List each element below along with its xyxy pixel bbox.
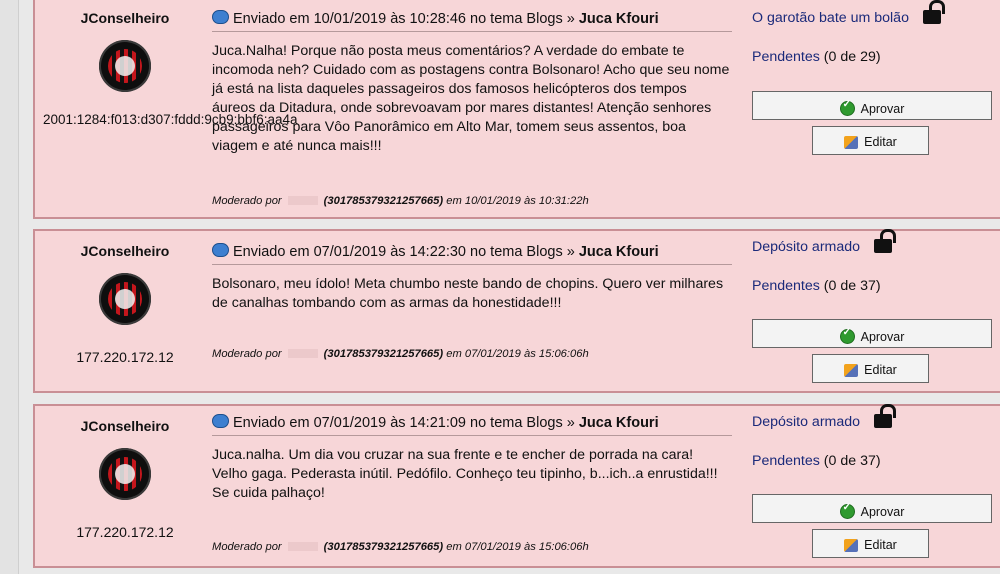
edit-icon [844, 539, 858, 552]
page-left-edge [0, 0, 19, 574]
moderation-line [212, 541, 589, 553]
user-column [35, 231, 215, 365]
approve-button[interactable] [752, 319, 992, 348]
edit-icon [844, 136, 858, 149]
moderator-id: (301785379321257665) [323, 195, 444, 207]
avatar [99, 40, 151, 92]
moderation-panel [752, 10, 992, 65]
check-circle-icon [840, 504, 855, 519]
moderation-date: em 10/01/2019 às 10:31:22h [446, 195, 589, 207]
pending-value: (0 de 37) [823, 453, 881, 469]
moderated-by-label: Moderado por [212, 541, 282, 553]
comment-bubble-icon [212, 414, 229, 428]
approve-label: Aprovar [860, 102, 905, 116]
post-header [212, 10, 732, 32]
comment-text: Juca.nalha. Um dia vou cruzar na sua frente e te encher de porrada na cara! Velho gaga. Pederasta inútil. Pedófilo. Conheço teu tipinho, b...ich..a enrustida!!! Se cuida palhaço! [212, 447, 718, 501]
moderation-date: em 07/01/2019 às 15:06:06h [446, 348, 589, 360]
lock-icon[interactable] [923, 10, 941, 24]
moderation-panel [752, 239, 992, 294]
avatar [99, 448, 151, 500]
check-circle-icon [840, 329, 855, 344]
edit-button[interactable] [812, 126, 929, 155]
topic-link[interactable] [752, 239, 992, 255]
pending-label[interactable]: Pendentes [752, 49, 820, 65]
pending-count [752, 278, 992, 294]
ip-address: 177.220.172.12 [76, 349, 174, 365]
topic-title[interactable]: Depósito armado [752, 239, 861, 255]
redacted-name [288, 349, 318, 358]
post-header-text: Enviado em 07/01/2019 às 14:21:09 no tema Blogs » [233, 415, 575, 431]
post-header [212, 243, 732, 265]
lock-icon[interactable] [874, 239, 892, 253]
blog-author-link[interactable]: Juca Kfouri [578, 11, 659, 27]
comment-bubble-icon [212, 10, 229, 24]
pending-label[interactable]: Pendentes [752, 278, 820, 294]
topic-title[interactable]: O garotão bate um bolão [752, 10, 909, 26]
comment-bubble-icon [212, 243, 229, 257]
comment-card [33, 404, 1000, 568]
approve-label: Aprovar [860, 330, 905, 344]
pending-value: (0 de 37) [823, 278, 881, 294]
topic-link[interactable] [752, 10, 992, 26]
moderated-by-label: Moderado por [212, 348, 282, 360]
pending-value: (0 de 29) [823, 49, 881, 65]
edit-icon [844, 364, 858, 377]
username[interactable]: JConselheiro [80, 418, 170, 434]
pending-count [752, 49, 992, 65]
lock-icon[interactable] [874, 414, 892, 428]
edit-label: Editar [864, 135, 897, 149]
topic-title[interactable]: Depósito armado [752, 414, 861, 430]
redacted-name [288, 196, 318, 205]
moderated-by-label: Moderado por [212, 195, 282, 207]
comment-text: Bolsonaro, meu ídolo! Meta chumbo neste bando de chopins. Quero ver milhares de canalhas tombando com as armas da honestidade!!! [212, 276, 724, 311]
ip-address: 2001:1284:f013:d307:fddd:9cb9:bbf6:aa4a [43, 112, 298, 127]
pending-label[interactable]: Pendentes [752, 453, 820, 469]
moderation-line [212, 348, 589, 360]
moderation-date: em 07/01/2019 às 15:06:06h [446, 541, 589, 553]
approve-button[interactable] [752, 91, 992, 120]
moderator-id: (301785379321257665) [323, 541, 444, 553]
blog-author-link[interactable]: Juca Kfouri [578, 415, 659, 431]
blog-author-link[interactable]: Juca Kfouri [578, 244, 659, 260]
username[interactable]: JConselheiro [80, 243, 170, 259]
user-column [35, 0, 298, 127]
ip-address: 177.220.172.12 [76, 524, 174, 540]
moderation-panel [752, 414, 992, 469]
edit-label: Editar [864, 363, 897, 377]
post-header-text: Enviado em 07/01/2019 às 14:22:30 no tema Blogs » [233, 244, 575, 260]
edit-button[interactable] [812, 529, 929, 558]
comment-card [33, 229, 1000, 393]
edit-button[interactable] [812, 354, 929, 383]
check-circle-icon [840, 101, 855, 116]
redacted-name [288, 542, 318, 551]
username[interactable]: JConselheiro [80, 10, 170, 26]
topic-link[interactable] [752, 414, 992, 430]
post-header [212, 414, 732, 436]
approve-label: Aprovar [860, 505, 905, 519]
approve-button[interactable] [752, 494, 992, 523]
comment-card [33, 0, 1000, 219]
pending-count [752, 453, 992, 469]
post-header-text: Enviado em 10/01/2019 às 10:28:46 no tema Blogs » [233, 11, 575, 27]
edit-label: Editar [864, 538, 897, 552]
user-column [35, 406, 215, 540]
moderation-line [212, 195, 589, 207]
avatar [99, 273, 151, 325]
comment-text: Juca.Nalha! Porque não posta meus comentários? A verdade do embate te incomoda neh? Cuidado com as postagens contra Bolsonaro! Acho que seu nome já está na lista daqueles passageiros dos famosos helicópteros dos tempos áureos da Ditadura, onde sobrevoavam por mares distantes! Atenção senhores passageiros para Vôo Panorâmico em Alto Mar, tomem seus assentos, boa viagem e até nunca mais!!! [212, 43, 730, 154]
moderator-id: (301785379321257665) [323, 348, 444, 360]
